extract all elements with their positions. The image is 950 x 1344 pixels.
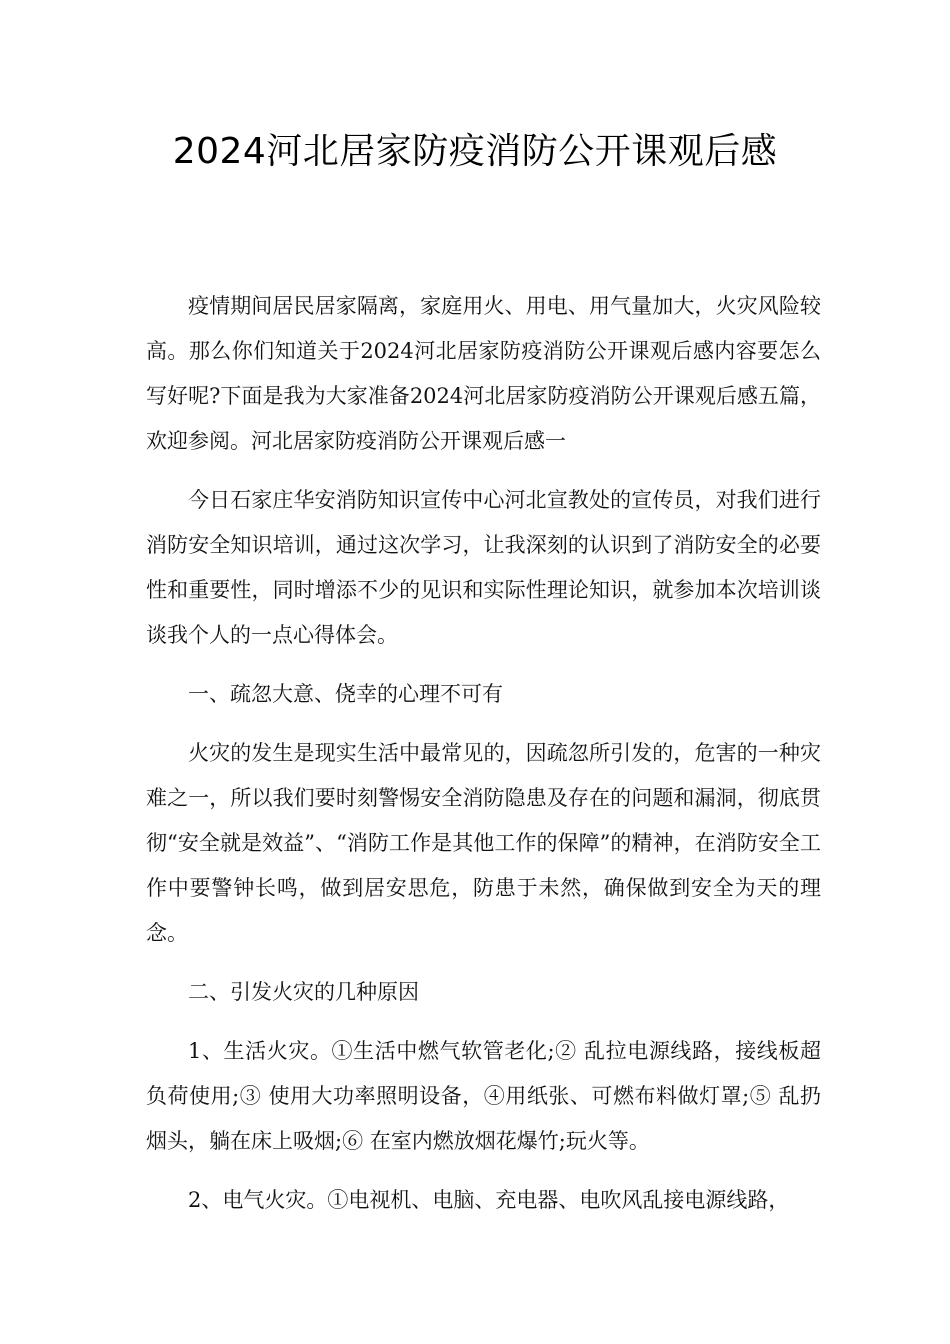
document-title: 2024河北居家防疫消防公开课观后感 <box>172 131 778 172</box>
section-heading-1: 一、疏忽大意、侥幸的心理不可有 <box>188 682 503 706</box>
paragraph-training: 今日石家庄华安消防知识宣传中心河北宣教处的宣传员，对我们进行消防安全知识培训，通过这次学习，让我深刻的认识到了消防安全的必要性和重要性，同时增添不少的见识和实际性理论知识，就参加本次培训谈谈我个人的一点心得体会。 <box>146 488 821 647</box>
paragraph-living-fire: 1、生活火灾。①生活中燃气软管老化;② 乱拉电源线路，接线板超负荷使用;③ 使用大功率照明设备，④用纸张、可燃布料做灯罩;⑤ 乱扔烟头，躺在床上吸烟;⑥ 在室内燃放烟花爆竹;玩火等。 <box>146 1039 821 1153</box>
paragraph-electrical-fire: 2、电气火灾。①电视机、电脑、充电器、电吹风乱接电源线路， <box>188 1188 790 1212</box>
document-body <box>146 284 821 1237</box>
paragraph-intro: 疫情期间居民居家隔离，家庭用火、用电、用气量加大，火灾风险较高。那么你们知道关于2024河北居家防疫消防公开课观后感内容要怎么写好呢?下面是我为大家准备2024河北居家防疫消防公开课观后感五篇，欢迎参阅。河北居家防疫消防公开课观后感一 <box>146 294 821 453</box>
paragraph-fire-danger: 火灾的发生是现实生活中最常见的，因疏忽所引发的，危害的一种灾难之一，所以我们要时刻警惕安全消防隐患及存在的问题和漏洞，彻底贯彻“安全就是效益”、“消防工作是其他工作的保障”的精神，在消防安全工作中要警钟长鸣，做到居安思危，防患于未然，确保做到安全为天的理念。 <box>146 741 821 945</box>
section-heading-2: 二、引发火灾的几种原因 <box>188 980 419 1004</box>
